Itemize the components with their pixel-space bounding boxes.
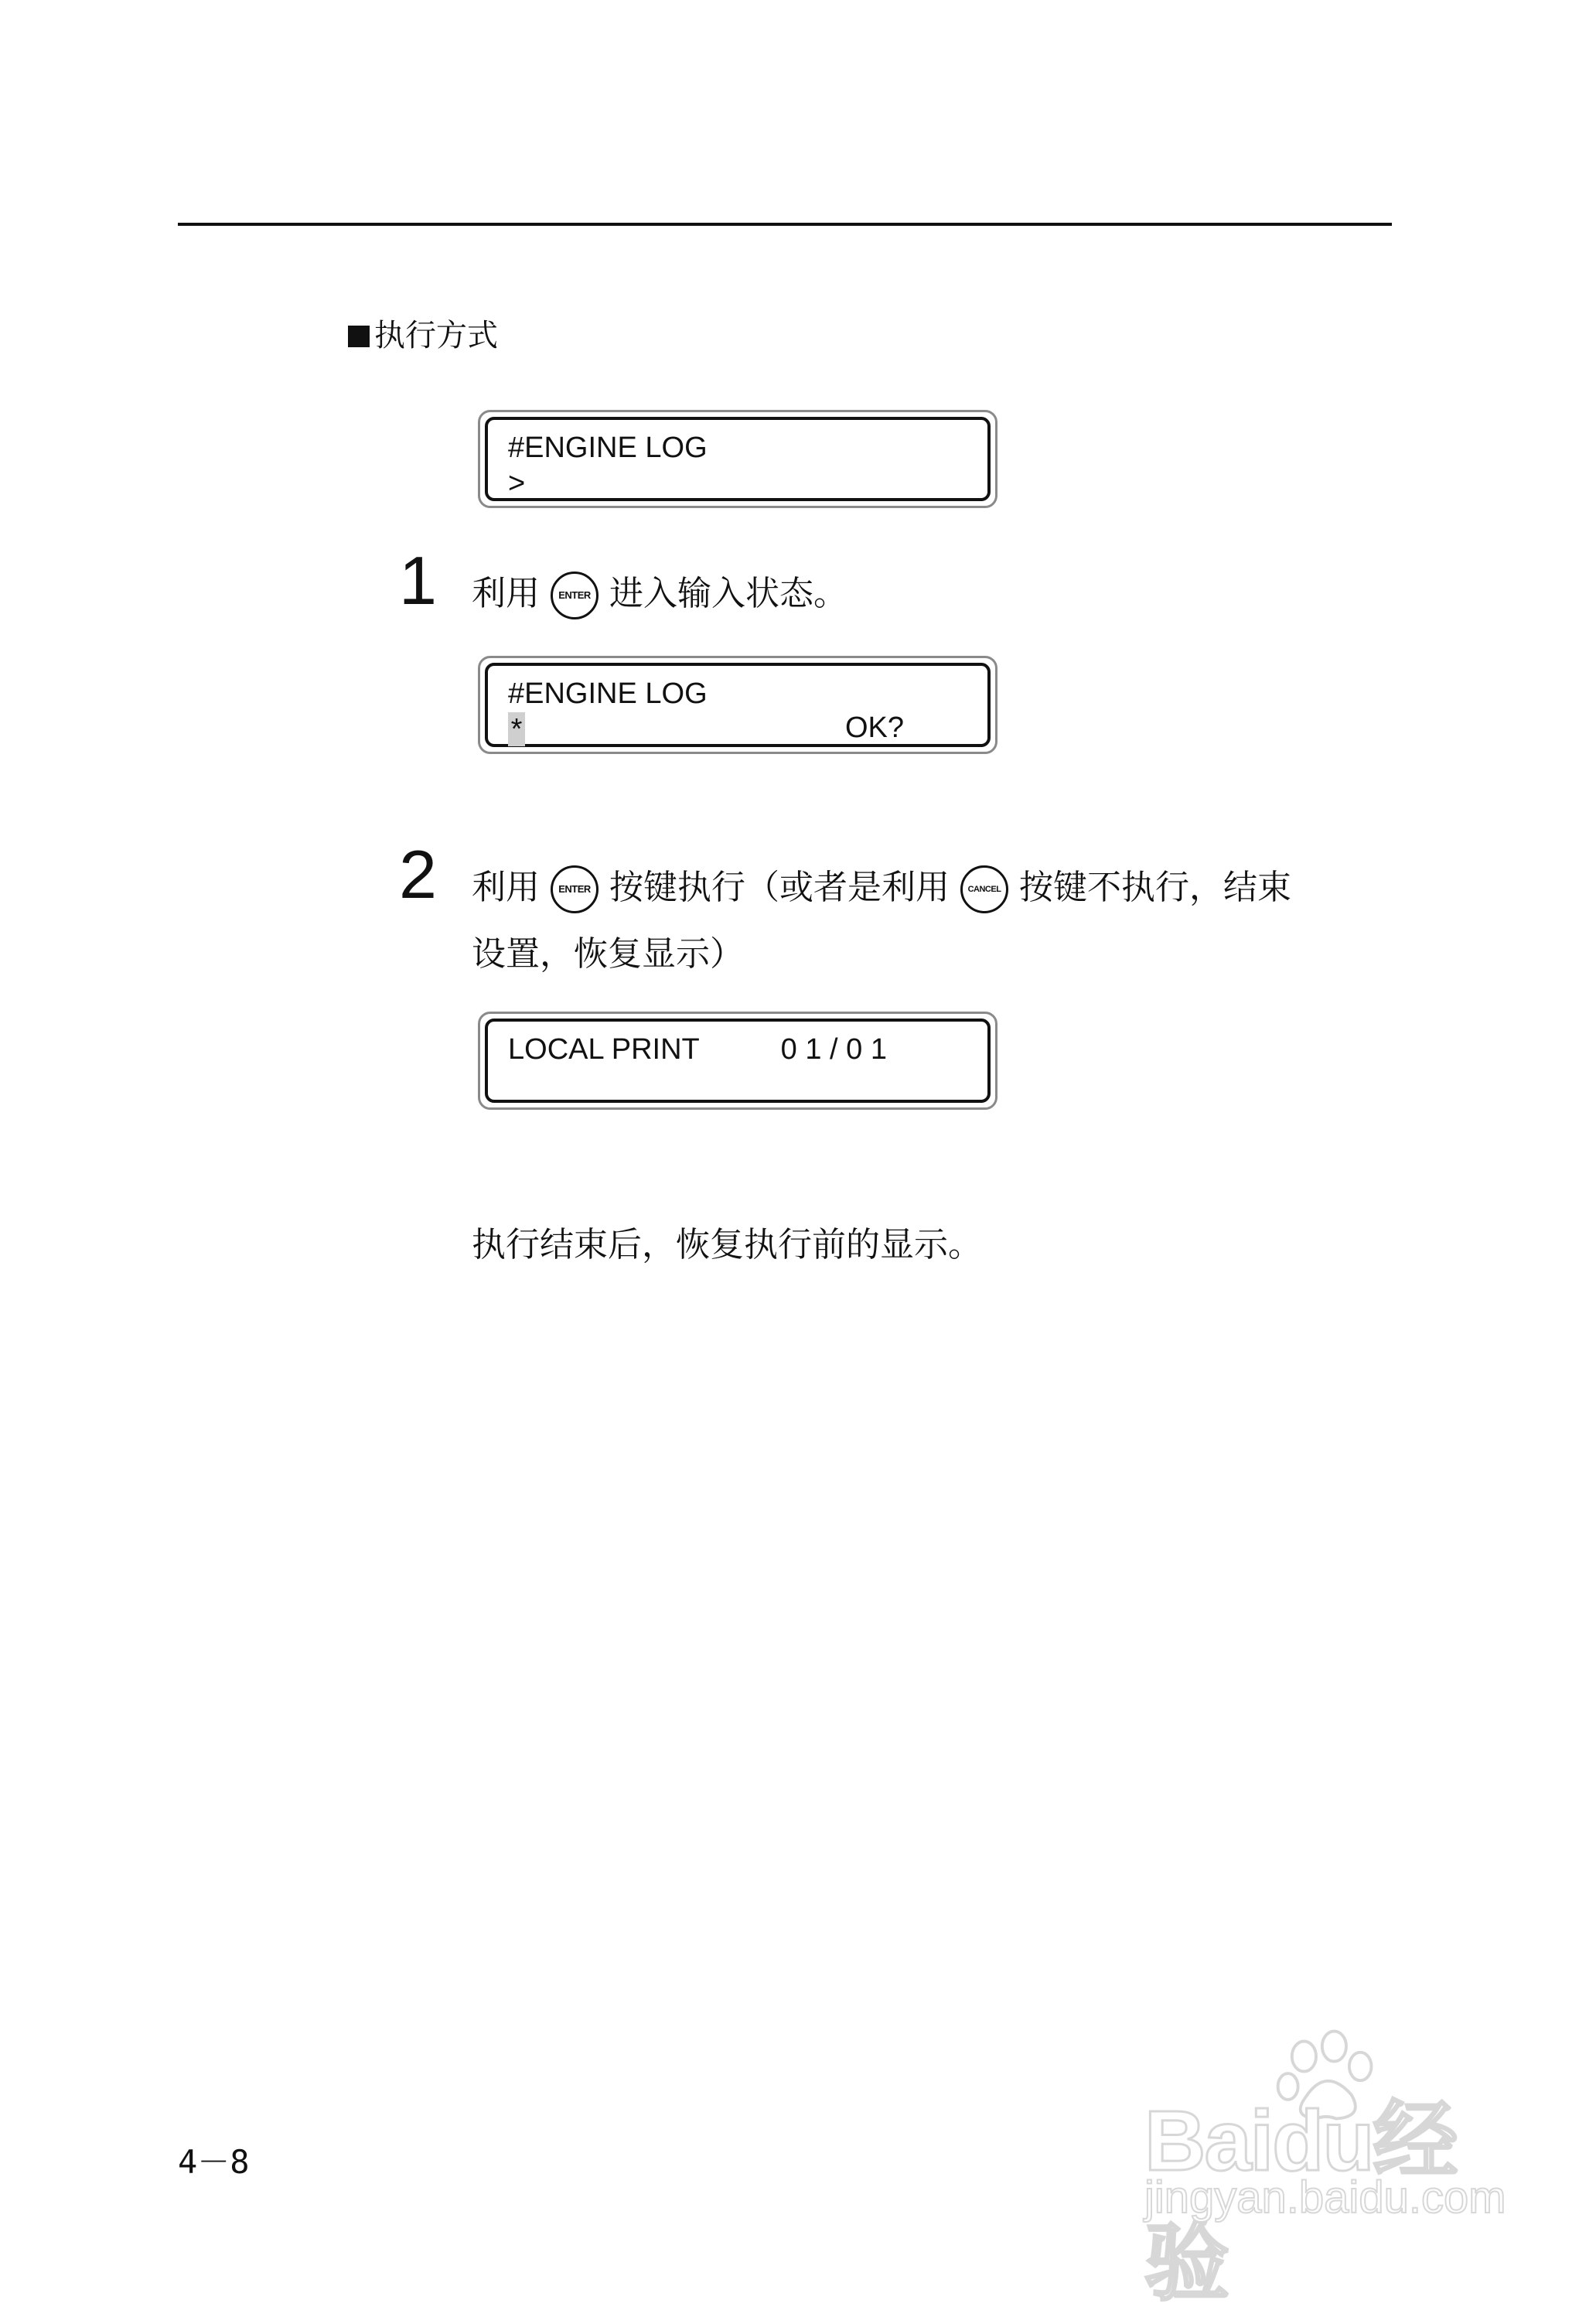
page-number: 4－8 xyxy=(178,2143,250,2181)
square-bullet-icon xyxy=(348,326,370,347)
step-2-instruction xyxy=(472,865,1291,913)
step-1-number: 1 xyxy=(399,542,437,619)
lcd-display-local-print xyxy=(478,1012,998,1110)
enter-key-icon: ENTER xyxy=(551,572,598,619)
lcd-display-confirm xyxy=(478,656,998,754)
result-note: 执行结束后，恢复执行前的显示。 xyxy=(472,1225,982,1264)
top-rule xyxy=(178,223,1392,226)
step-2-instruction-line-2: 设置，恢复显示） xyxy=(472,934,744,974)
step-2-number: 2 xyxy=(399,836,437,913)
lcd-line-2: > xyxy=(508,467,526,500)
lcd-frame xyxy=(485,663,991,747)
step-2-text-middle: 按键执行（或者是利用 xyxy=(609,868,950,907)
step-1-text-before: 利用 xyxy=(472,574,540,613)
enter-key-icon: ENTER xyxy=(551,865,598,913)
lcd-frame xyxy=(485,417,991,501)
step-2-text-before: 利用 xyxy=(472,868,540,907)
lcd-ok-prompt: OK? xyxy=(845,711,905,744)
cancel-key-icon: CANCEL xyxy=(960,865,1008,913)
step-1-instruction xyxy=(472,571,847,619)
lcd-line-1: #ENGINE LOG xyxy=(508,432,708,464)
lcd-line-1: #ENGINE LOG xyxy=(508,677,708,710)
section-heading-text: 执行方式 xyxy=(374,318,498,353)
lcd-frame xyxy=(485,1019,991,1103)
baidu-watermark xyxy=(1144,2026,1508,2311)
step-1-text-after: 进入输入状态。 xyxy=(609,574,847,613)
step-2-text-after: 按键不执行，结束 xyxy=(1019,868,1291,907)
watermark-url: jingyan.baidu.com xyxy=(1144,2172,1506,2223)
lcd-line-2 xyxy=(508,712,525,746)
lcd-line-1: LOCAL PRINT 0 1 / 0 1 xyxy=(508,1033,887,1066)
watermark-logo: Baidu经验 xyxy=(1144,2093,1457,2311)
lcd-display-engine-log xyxy=(478,410,998,508)
lcd-cursor: * xyxy=(508,712,525,746)
section-heading xyxy=(348,316,498,356)
